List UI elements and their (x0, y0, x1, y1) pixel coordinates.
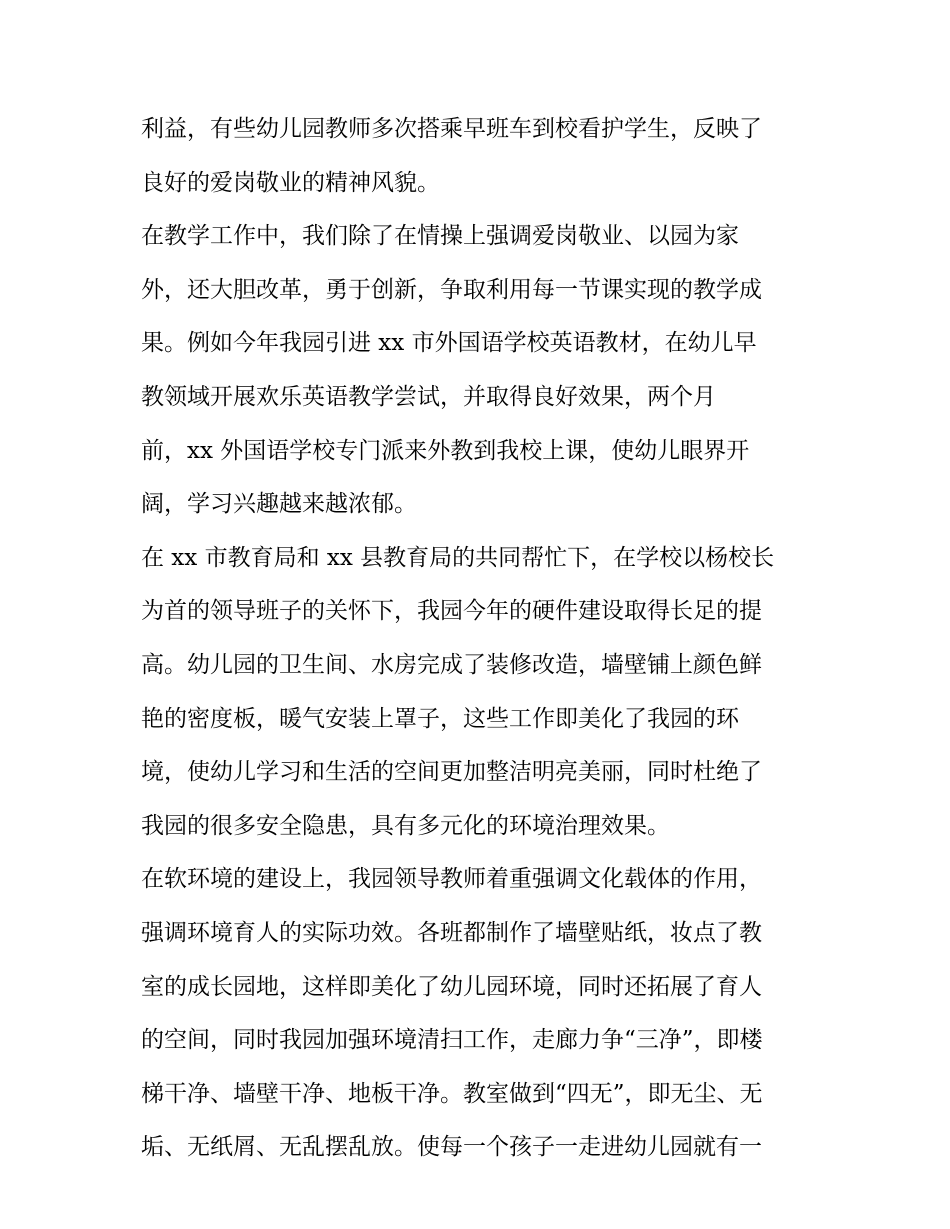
document-body (141, 107, 821, 1179)
text-line: 为首的领导班子的关怀下，我园今年的硬件建设取得长足的提 (141, 598, 762, 625)
text-line: 强调环境育人的实际功效。各班都制作了墙壁贴纸，妆点了教 (141, 919, 762, 946)
text-line: 室的成长园地，这样即美化了幼儿园环境，同时还拓展了育人 (141, 973, 762, 1000)
text-line: 艳的密度板，暖气安装上罩子，这些工作即美化了我园的环 (141, 705, 739, 732)
text-line: 果。例如今年我园引进 xx 市外国语学校英语教材，在幼儿早 (141, 330, 757, 357)
text-line: 在软环境的建设上，我园领导教师着重强调文化载体的作用， (141, 866, 762, 893)
text-line: 我园的很多安全隐患，具有多元化的环境治理效果。 (141, 812, 670, 839)
text-line: 教领域开展欢乐英语教学尝试，并取得良好效果，两个月 (141, 383, 716, 410)
text-line: 的空间，同时我园加强环境清扫工作，走廊力争“三净”，即楼 (141, 1027, 763, 1054)
text-line: 外，还大胆改革，勇于创新，争取利用每一节课实现的教学成 (141, 276, 762, 303)
text-line: 阔，学习兴趣越来越浓郁。 (141, 491, 417, 518)
text-line: 在 xx 市教育局和 xx 县教育局的共同帮忙下，在学校以杨校长 (141, 544, 775, 571)
text-line: 前，xx 外国语学校专门派来外教到我校上课，使幼儿眼界开 (141, 437, 750, 464)
text-line: 良好的爱岗敬业的精神风貌。 (141, 169, 440, 196)
text-line: 梯干净、墙壁干净、地板干净。教室做到“四无”，即无尘、无 (141, 1080, 763, 1107)
text-line: 高。幼儿园的卫生间、水房完成了装修改造，墙壁铺上颜色鲜 (141, 651, 762, 678)
text-line: 境，使幼儿学习和生活的空间更加整洁明亮美丽，同时杜绝了 (141, 759, 762, 786)
text-line: 垢、无纸屑、无乱摆乱放。使每一个孩子一走进幼儿园就有一 (141, 1134, 762, 1161)
text-line: 在教学工作中，我们除了在情操上强调爱岗敬业、以园为家 (141, 223, 739, 250)
text-line: 利益，有些幼儿园教师多次搭乘早班车到校看护学生，反映了 (141, 116, 762, 142)
